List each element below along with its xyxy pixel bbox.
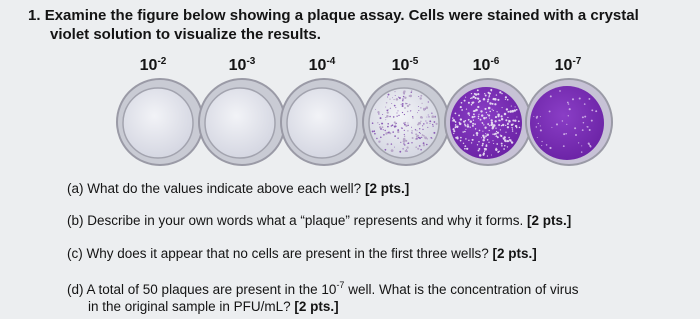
dilution-label-5: $10^{-6}$	[472, 56, 500, 74]
points-a: [2 pts.]	[364, 181, 410, 196]
well-2	[199, 79, 285, 165]
dilution-label-6: $10^{-7}$	[554, 56, 582, 74]
subquestion-d: (d) A total of 50 plaques are present in the $10^{-7}$ well. What is the concentration of virus in the original sample in PFU/mL? [2 pts.]	[67, 280, 579, 314]
subquestion-c: (c) Why does it appear that no cells are present in the first three wells? [2 pts.]	[67, 246, 537, 261]
well-3	[281, 79, 367, 165]
dilution-label-2: $10^{-3}$	[228, 56, 256, 74]
dilution-label-4: $10^{-5}$	[391, 56, 419, 74]
dilution-label-3: $10^{-4}$	[308, 56, 336, 74]
question-text-line2: violet solution to visualize the results.	[50, 26, 321, 43]
question-number: 1.	[28, 7, 41, 24]
well-4	[363, 79, 449, 165]
subquestion-a: (a) What do the values indicate above each well? [2 pts.]	[67, 181, 410, 196]
well-5	[445, 79, 531, 165]
question-text-line1: Examine the figure below showing a plaque assay. Cells were stained with a crystal	[44, 7, 639, 24]
points-c: [2 pts.]	[492, 246, 537, 261]
points-d: [2 pts.]	[294, 299, 339, 314]
well-1	[117, 79, 203, 165]
well-6	[526, 79, 612, 165]
points-b: [2 pts.]	[526, 213, 572, 228]
dilution-label-1: $10^{-2}$	[139, 56, 167, 74]
subquestion-b: (b) Describe in your own words what a “plaque” represents and why it forms. [2 pts.]	[67, 213, 572, 228]
